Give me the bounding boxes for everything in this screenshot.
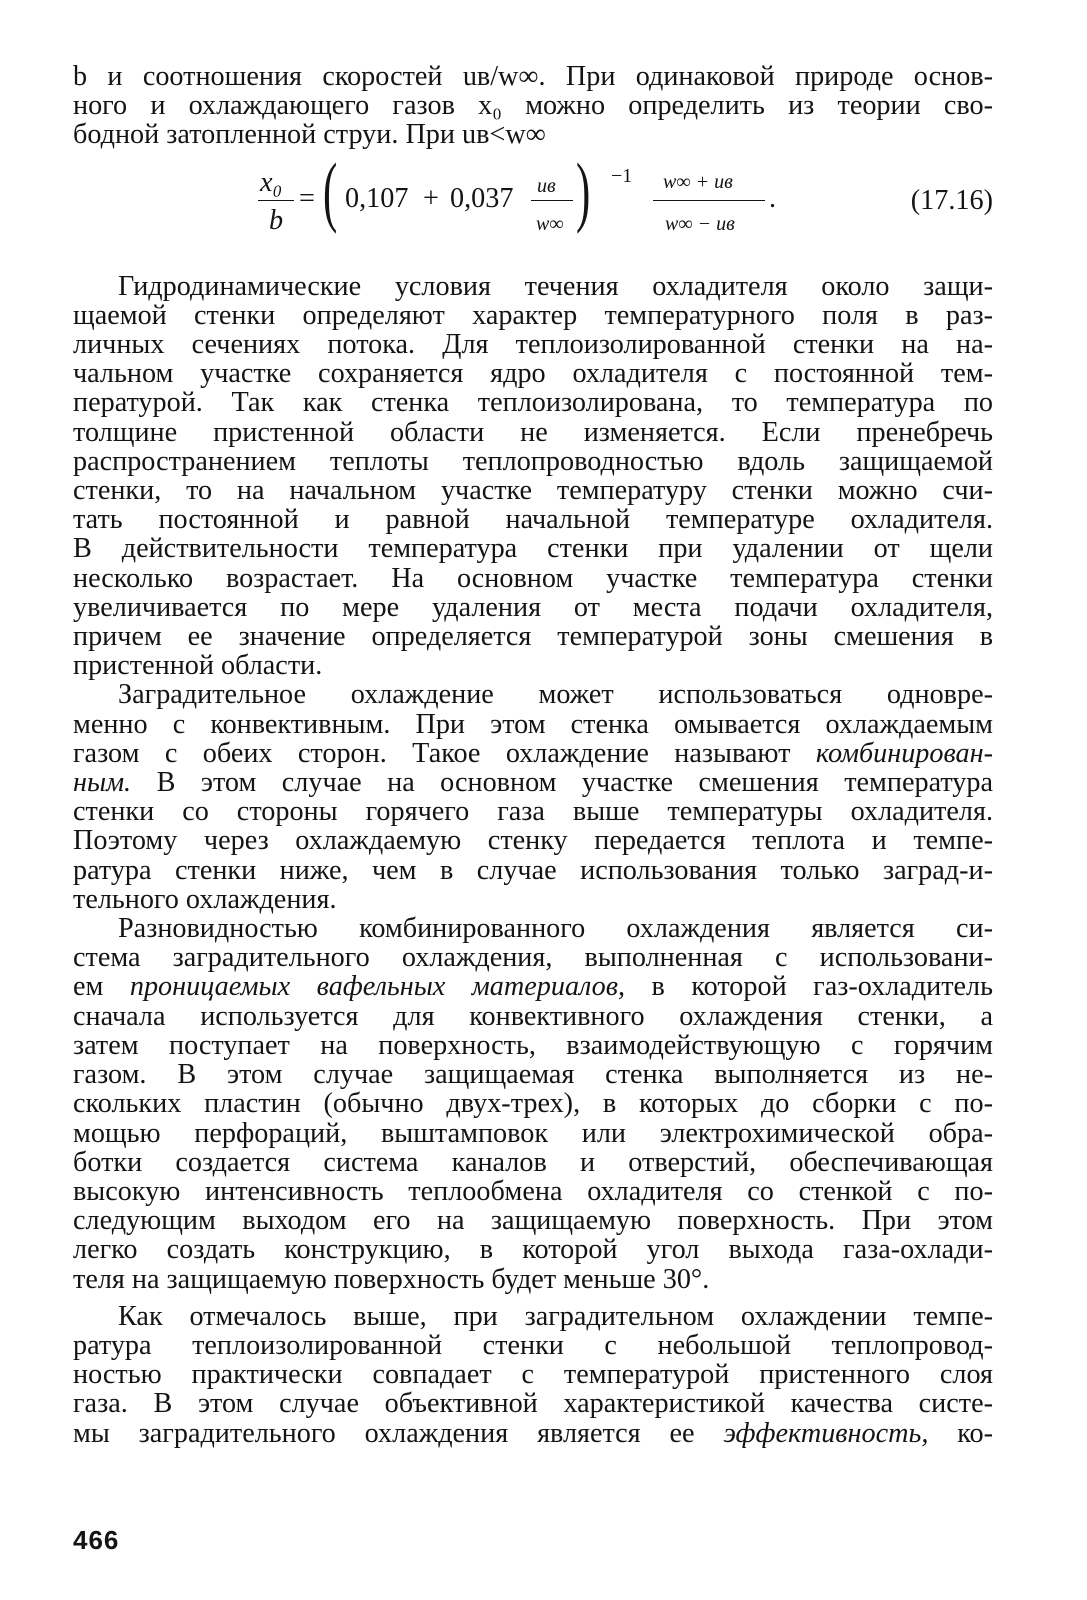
paragraph-line: тельного охлаждения. [73,883,337,915]
emphasis-term: проницаемых вафельных материалов, [129,971,626,1003]
paragraph-line: газа. В этом случае объективной характеристикой качества систе- [73,1388,993,1420]
paragraph-line: сначала используется для конвективного охлаждения стенки, а [73,1000,993,1032]
formula-ratio-fraction-bar [531,200,573,202]
paragraph-line: скольких пластин (обычно двух-трех), в которых до сборки с по- [73,1088,993,1120]
formula-rhs-fraction-bar [653,200,765,202]
paragraph-line: стенки, то на начальном участке температуру стенки можно счи- [73,475,993,507]
paragraph-line: увеличивается по мере удаления от места подачи охладителя, [73,591,993,623]
equation-17-16 [73,146,993,272]
paragraph-hydrodynamics [73,272,993,681]
paragraph-line [73,1419,993,1448]
paragraph-line: теля на защищаемую поверхность будет меньше 30°. [73,1263,710,1295]
paragraph-line: высокую интенсивность теплообмена охладителя со стенкой с по- [73,1175,993,1207]
paragraph-efficiency [73,1302,993,1448]
paragraph-line [73,768,993,797]
paragraph-line: следующим выходом его на защищаемую поверхность. При этом [73,1205,993,1237]
paragraph-line: причем ее значение определяется температурой зоны смешения в [73,621,993,653]
paragraph-line: Поэтому через охлаждаемую стенку передается теплота и темпе- [73,825,993,857]
paragraph-text: В этом случае на основном участке смешения температура [131,767,993,799]
paragraph-line: щаемой стенки определяют характер температурного поля в раз- [73,299,993,331]
paragraph-line: Как отмечалось выше, при заградительном охлаждении темпе- [118,1300,993,1332]
formula-rhs-numerator: w∞ + uв [663,170,733,193]
paragraph-line: личных сечениях потока. Для теплоизолированной стенки на на- [73,329,993,361]
formula-left-paren: ( [323,146,338,234]
formula-right-paren: ) [576,146,591,234]
paragraph-line: распространением теплоты теплопроводностью вдоль защищаемой [73,445,993,477]
intro-line: b и соотношения скоростей uв/w∞. При одинаковой природе основ- [73,61,993,92]
formula-constant-1: 0,107 [345,182,409,214]
formula-lhs-denominator: b [269,204,284,236]
paragraph-line [73,739,993,768]
paragraph-line: легко создать конструкцию, в которой угол выхода газа-охлади- [73,1234,993,1266]
paragraph-line: ботки создается система каналов и отверстий, обеспечивающая [73,1146,993,1178]
paragraph-combined-cooling [73,680,993,914]
paragraph-line: менно с конвективным. При этом стенка омывается охлаждаемым [73,708,993,740]
emphasis-term: ным. [73,767,132,799]
paragraph-line: Заградительное охлаждение может использоваться одновре- [118,679,993,711]
paragraph-line: газом. В этом случае защищаемая стенка выполняется из не- [73,1059,993,1091]
formula-rhs-denominator: w∞ − uв [665,212,735,235]
paragraph-line: стенки со стороны горячего газа выше температуры охладителя. [73,796,993,828]
emphasis-term: эффективность, [723,1417,929,1449]
paragraph-line [73,856,993,885]
paragraph-line: стема заградительного охлаждения, выполненная с использовани- [73,942,993,974]
formula-ratio-numerator: uв [537,174,556,197]
formula-lhs-numerator: x₀ [260,166,283,198]
page-number: 466 [73,1525,120,1555]
paragraph-line: пристенной области. [73,650,323,682]
paragraph-line: толщине пристенной области не изменяется. Если пренебречь [73,416,993,448]
paragraph-line: несколько возрастает. На основном участке температура стенки [73,562,993,594]
equation-number: (17.16) [910,184,993,216]
formula-ratio-denominator: w∞ [536,212,564,235]
formula-exponent: −1 [611,164,633,187]
paragraph-line: мощью перфораций, выштамповок или электрохимической обра- [73,1117,993,1149]
page-body [73,62,993,1448]
paragraph-waffle-materials [73,914,993,1294]
paragraph-text: газом с обеих сторон. Такое охлаждение называют [73,737,816,769]
formula-constant-2: 0,037 [450,182,514,214]
emphasis-term: комбинирован- [815,737,993,769]
paragraph-line: В действительности температура стенки при удалении от щели [73,533,993,565]
paragraph-line: затем поступает на поверхность, взаимодействующую с горячим [73,1029,993,1061]
paragraph-text: и- [968,854,993,886]
formula-equals: = [299,182,315,214]
paragraph-line: ратура теплоизолированной стенки с небольшой теплопровод- [73,1329,993,1361]
paragraph-text: мы заградительного охлаждения является ее [73,1417,724,1449]
paragraph-line: ностью практически совпадает с температурой пристенного слоя [73,1359,993,1391]
paragraph-text: ко- [928,1417,994,1449]
paragraph-text: ем [73,971,130,1003]
paragraph-line: Разновидностью комбинированного охлаждения является си- [118,913,993,945]
intro-line: ного и охлаждающего газов x₀ можно определить из теории сво- [73,90,993,122]
intro-line: бодной затопленной струи. При uв<w∞ [73,119,546,151]
paragraph-line: Гидродинамические условия течения охладителя около защи- [118,270,993,302]
formula-plus: + [423,182,439,214]
formula-period: . [769,182,777,214]
paragraph-text: ратура стенки ниже, чем в случае использования только заград- [73,854,969,886]
paragraph-text: в которой газ-охладитель [625,971,993,1003]
paragraph-line: пературой. Так как стенка теплоизолирована, то температура по [73,387,993,419]
paragraph-line: чальном участке сохраняется ядро охладителя с постоянной тем- [73,358,993,390]
paragraph-line: тать постоянной и равной начальной температуре охладителя. [73,504,993,536]
formula-lhs-fraction-bar [258,200,294,202]
paragraph-line [73,972,993,1001]
